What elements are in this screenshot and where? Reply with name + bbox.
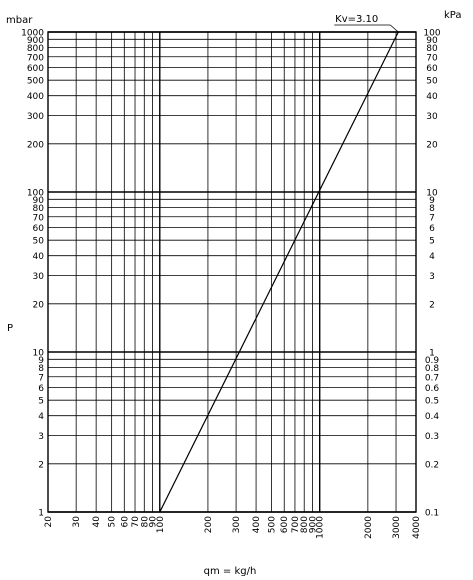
y-tick-left: 4 [38,412,44,423]
y-tick-labels-left [21,29,44,519]
y-tick-left: 3 [38,432,44,443]
y-tick-left: 1000 [21,28,44,39]
y-tick-right: 6 [429,223,435,234]
y-grid [48,32,416,512]
y-tick-right: 50 [426,76,438,87]
y-tick-left: 60 [32,223,44,234]
x-tick: 800 [300,516,311,534]
y-tick-right: 0.4 [424,412,440,423]
x-tick: 30 [72,516,83,528]
kv-line [160,32,398,512]
y-tick-right: 0.5 [424,396,440,407]
y-tick-left: 600 [26,63,44,74]
x-tick: 4000 [412,516,422,539]
x-tick-labels [44,516,422,539]
y-tick-right: 20 [426,140,438,151]
x-tick: 300 [232,516,243,534]
x-tick: 900 [308,516,319,534]
x-tick: 500 [267,516,278,534]
y-axis-label: P [7,323,14,334]
y-tick-left: 7 [38,373,44,384]
y-tick-left: 700 [26,53,44,64]
x-tick: 2000 [363,516,374,539]
y-tick-right: 70 [426,53,438,64]
y-tick-left: 10 [32,348,44,359]
y-tick-right: 3 [429,272,435,283]
series-layer [160,14,398,512]
y-tick-left: 5 [38,396,44,407]
y-tick-left: 900 [26,35,44,46]
y-tick-right: 0.2 [424,460,440,471]
x-tick: 100 [155,516,166,534]
y-tick-right: 9 [429,195,435,206]
y-tick-left: 500 [26,76,44,87]
y-tick-right: 10 [426,188,438,199]
y-tick-right: 90 [426,35,438,46]
y-tick-right: 0.6 [424,383,440,394]
x-tick: 200 [203,516,214,534]
y-tick-right: 8 [429,204,435,215]
x-tick: 400 [252,516,263,534]
right-unit-label: kPa [444,10,462,21]
x-tick: 80 [140,516,151,528]
y-tick-left: 6 [38,383,44,394]
y-tick-left: 300 [26,112,44,123]
kv-label: Kv=3.10 [335,14,379,25]
x-grid [48,32,416,512]
y-tick-left: 800 [26,44,44,55]
y-tick-right: 2 [429,300,435,311]
y-tick-left: 70 [32,213,44,224]
y-tick-left: 40 [32,252,44,263]
y-tick-right: 7 [429,213,435,224]
y-tick-right: 0.9 [424,355,440,366]
x-tick: 90 [148,516,159,528]
y-tick-left: 8 [38,364,44,375]
y-tick-labels-right [423,29,440,519]
x-tick: 1000 [315,516,326,539]
x-tick: 3000 [392,516,403,539]
y-tick-left: 1 [38,508,44,519]
x-tick: 700 [290,516,301,534]
y-tick-right: 40 [426,92,438,103]
plot-frame [48,32,416,512]
x-tick: 40 [92,516,103,528]
y-tick-left: 2 [38,460,44,471]
y-tick-left: 80 [32,204,44,215]
y-tick-right: 0.3 [424,432,440,443]
y-tick-right: 100 [423,28,441,39]
x-tick: 20 [44,516,54,528]
y-tick-left: 9 [38,355,44,366]
y-tick-left: 200 [26,140,44,151]
y-tick-right: 0.1 [424,508,440,519]
y-tick-right: 60 [426,63,438,74]
kv-callout-leader [390,25,398,32]
y-tick-left: 90 [32,195,44,206]
y-tick-right: 80 [426,44,438,55]
y-tick-right: 1 [429,348,435,359]
x-tick: 70 [131,516,142,528]
x-axis-label: qm = kg/h [203,566,257,577]
x-tick: 600 [280,516,291,534]
y-tick-left: 50 [32,236,44,247]
y-tick-right: 30 [426,112,438,123]
y-tick-left: 100 [26,188,44,199]
left-unit-label: mbar [6,15,33,26]
x-tick: 60 [120,516,131,528]
y-tick-left: 400 [26,92,44,103]
y-tick-left: 30 [32,272,44,283]
x-tick: 50 [107,516,118,528]
y-tick-right: 0.7 [424,373,440,384]
y-tick-left: 20 [32,300,44,311]
y-tick-right: 4 [429,252,435,263]
y-tick-right: 5 [429,236,435,247]
y-tick-right: 0.8 [424,364,440,375]
